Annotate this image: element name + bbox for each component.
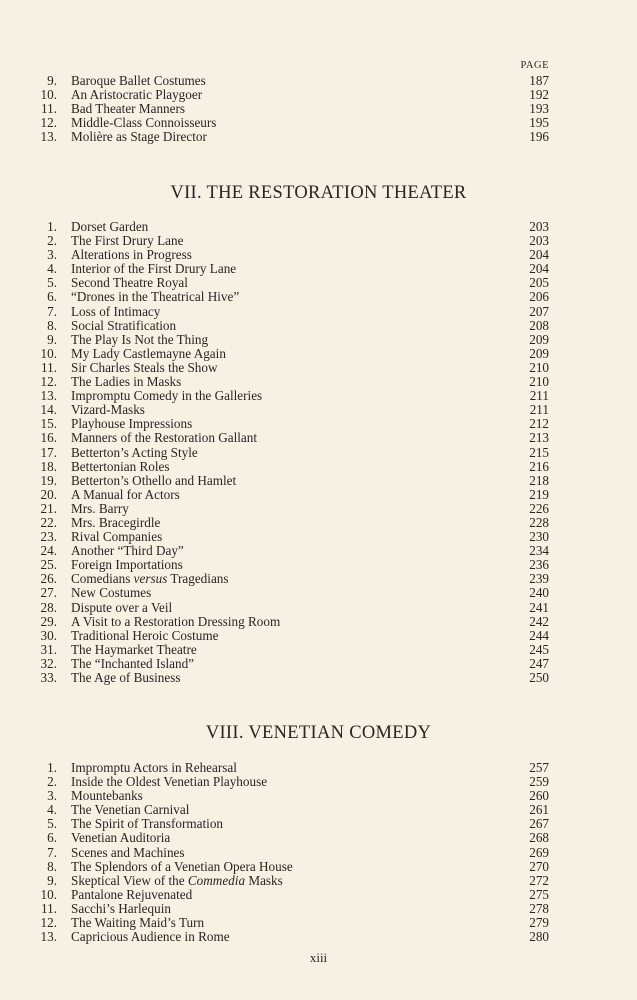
- entry-title: The Splendors of a Venetian Opera House: [71, 858, 293, 874]
- toc-entry: [0, 860, 637, 874]
- toc-entry: [0, 403, 637, 417]
- toc-entry: [0, 74, 637, 88]
- entry-number: 16.: [40, 430, 57, 446]
- entry-number: 4.: [47, 802, 57, 818]
- entry-number: 32.: [40, 655, 57, 671]
- entry-number: 10.: [40, 345, 57, 361]
- entry-number: 9.: [47, 73, 57, 88]
- entry-number: 8.: [47, 858, 57, 874]
- toc-entry: [0, 902, 637, 916]
- entry-number: 5.: [47, 816, 57, 832]
- entry-number: 23.: [40, 529, 57, 545]
- entry-number: 15.: [40, 416, 57, 432]
- toc-entry: [0, 116, 637, 130]
- entry-page-number: 247: [529, 655, 549, 671]
- entry-page-number: 275: [529, 886, 549, 902]
- entry-number: 25.: [40, 557, 57, 573]
- toc-entry: [0, 276, 637, 290]
- entry-number: 27.: [40, 585, 57, 601]
- entry-title: Social Stratification: [71, 317, 177, 333]
- entry-page-number: 210: [529, 359, 549, 375]
- toc-entry: [0, 874, 637, 888]
- toc-entry: [0, 789, 637, 803]
- entry-number: 9.: [47, 872, 57, 888]
- entry-page-number: 215: [529, 444, 549, 460]
- entry-page-number: 192: [529, 87, 549, 103]
- entry-title: Pantalone Rejuvenated: [71, 886, 193, 902]
- toc-entry: [0, 629, 637, 643]
- chapter-viii-entries-list: [0, 761, 637, 944]
- entry-title: A Visit to a Restoration Dressing Room: [71, 613, 281, 629]
- toc-entry: [0, 375, 637, 389]
- entry-title: The Haymarket Theatre: [71, 641, 197, 657]
- toc-entry: [0, 234, 637, 248]
- toc-entry: [0, 601, 637, 615]
- toc-entry: [0, 474, 637, 488]
- entry-number: 3.: [47, 788, 57, 804]
- page-folio: xiii: [309, 950, 328, 965]
- toc-entry: [0, 516, 637, 530]
- entry-number: 13.: [40, 388, 57, 404]
- entry-page-number: 209: [529, 345, 549, 361]
- toc-entry: [0, 530, 637, 544]
- toc-entry: [0, 586, 637, 600]
- entry-page-number: 212: [529, 416, 549, 432]
- entry-number: 33.: [40, 670, 57, 685]
- entry-title: Mrs. Bracegirdle: [71, 514, 161, 530]
- entry-page-number: 236: [529, 557, 549, 573]
- entry-page-number: 211: [529, 402, 549, 418]
- toc-entry: [0, 817, 637, 831]
- entry-title: A Manual for Actors: [71, 486, 180, 502]
- toc-entry: [0, 305, 637, 319]
- entry-page-number: 226: [529, 500, 549, 516]
- entry-number: 11.: [41, 359, 57, 375]
- entry-number: 13.: [40, 929, 57, 945]
- entry-page-number: 195: [529, 115, 549, 131]
- entry-number: 18.: [40, 458, 57, 474]
- entry-page-number: 203: [529, 233, 549, 249]
- entry-title: Second Theatre Royal: [71, 275, 188, 291]
- entry-number: 26.: [40, 571, 57, 587]
- entry-page-number: 250: [529, 670, 549, 685]
- entry-number: 2.: [47, 774, 57, 790]
- entry-title: Dorset Garden: [71, 219, 149, 234]
- entry-page-number: 193: [529, 101, 549, 117]
- entry-page-number: 209: [529, 331, 549, 347]
- entry-title: Vizard-Masks: [71, 402, 145, 418]
- toc-entry: [0, 643, 637, 657]
- toc-entry: [0, 803, 637, 817]
- toc-entry: [0, 220, 637, 234]
- toc-entry: [0, 488, 637, 502]
- toc-entry: [0, 657, 637, 671]
- entry-title: The Play Is Not the Thing: [71, 331, 209, 347]
- entry-page-number: 228: [529, 514, 549, 530]
- toc-entry: [0, 361, 637, 375]
- entry-page-number: 219: [529, 486, 549, 502]
- entry-title: Impromptu Comedy in the Galleries: [71, 388, 263, 404]
- entry-title: New Costumes: [71, 585, 152, 601]
- entry-number: 8.: [47, 317, 57, 333]
- entry-title: The Age of Business: [71, 670, 181, 685]
- entry-page-number: 268: [529, 830, 549, 846]
- entry-title: Rival Companies: [71, 529, 163, 545]
- entry-title: Bettertonian Roles: [71, 458, 170, 474]
- entry-number: 1.: [47, 219, 57, 234]
- toc-entry: [0, 417, 637, 431]
- toc-entry: [0, 446, 637, 460]
- entry-page-number: 259: [529, 774, 549, 790]
- entry-page-number: 213: [529, 430, 549, 446]
- entry-number: 3.: [47, 247, 57, 263]
- entry-number: 6.: [47, 830, 57, 846]
- entry-page-number: 210: [529, 374, 549, 390]
- entry-page-number: 205: [529, 275, 549, 291]
- entry-page-number: 245: [529, 641, 549, 657]
- toc-entry: [0, 930, 637, 944]
- entry-number: 10.: [40, 87, 57, 103]
- entry-title: The Spirit of Transformation: [71, 816, 224, 832]
- toc-entry: [0, 262, 637, 276]
- entry-title: Another “Third Day”: [71, 543, 184, 559]
- entry-title: The Waiting Maid’s Turn: [71, 915, 205, 931]
- entry-page-number: 239: [529, 571, 549, 587]
- entry-title: Molière as Stage Director: [71, 129, 207, 145]
- toc-entry: [0, 460, 637, 474]
- toc-entry: [0, 761, 637, 775]
- toc-entry: [0, 831, 637, 845]
- entry-number: 5.: [47, 275, 57, 291]
- toc-entry: [0, 775, 637, 789]
- entry-number: 29.: [40, 613, 57, 629]
- entry-title: Manners of the Restoration Gallant: [71, 430, 258, 446]
- entry-title: Loss of Intimacy: [71, 303, 161, 319]
- toc-entry: [0, 130, 637, 144]
- entry-number: 28.: [40, 599, 57, 615]
- continued-entries-list: [0, 74, 637, 144]
- entry-title: Mrs. Barry: [71, 500, 129, 516]
- entry-title: Comedians versus Tragedians: [71, 571, 229, 587]
- toc-entry: [0, 572, 637, 586]
- entry-title: Playhouse Impressions: [71, 416, 193, 432]
- entry-page-number: 230: [529, 529, 549, 545]
- toc-entry: [0, 558, 637, 572]
- entry-page-number: 242: [529, 613, 549, 629]
- entry-page-number: 241: [529, 599, 549, 615]
- toc-entry: [0, 431, 637, 445]
- entry-page-number: 261: [529, 802, 549, 818]
- entry-number: 10.: [40, 886, 57, 902]
- entry-page-number: 216: [529, 458, 549, 474]
- entry-page-number: 206: [529, 289, 549, 305]
- entry-number: 7.: [47, 303, 57, 319]
- toc-entry: [0, 846, 637, 860]
- entry-number: 22.: [40, 514, 57, 530]
- entry-page-number: 279: [529, 915, 549, 931]
- chapter-heading-viii: VIII. VENETIAN COMEDY: [205, 723, 432, 743]
- entry-number: 19.: [40, 472, 57, 488]
- entry-page-number: 203: [529, 219, 549, 234]
- entry-title: Sacchi’s Harlequin: [71, 900, 171, 916]
- entry-title: Betterton’s Othello and Hamlet: [71, 472, 237, 488]
- entry-title: Dispute over a Veil: [71, 599, 173, 615]
- entry-page-number: 204: [529, 261, 549, 277]
- entry-title: Betterton’s Acting Style: [71, 444, 198, 460]
- toc-entry: [0, 333, 637, 347]
- entry-page-number: 234: [529, 543, 549, 559]
- toc-entry: [0, 671, 637, 685]
- entry-page-number: 270: [529, 858, 549, 874]
- entry-title: Baroque Ballet Costumes: [71, 73, 206, 88]
- entry-title: Venetian Auditoria: [71, 830, 171, 846]
- entry-page-number: 187: [529, 73, 549, 88]
- entry-page-number: 218: [529, 472, 549, 488]
- entry-title: Bad Theater Manners: [71, 101, 186, 117]
- entry-title: Inside the Oldest Venetian Playhouse: [71, 774, 268, 790]
- entry-title: Impromptu Actors in Rehearsal: [71, 760, 237, 775]
- toc-entry: [0, 615, 637, 629]
- entry-number: 13.: [40, 129, 57, 145]
- entry-page-number: 272: [529, 872, 549, 888]
- entry-title: Capricious Audience in Rome: [71, 929, 230, 945]
- entry-title: My Lady Castlemayne Again: [71, 345, 226, 361]
- entry-title: Alterations in Progress: [71, 247, 192, 263]
- toc-entry: [0, 389, 637, 403]
- toc-entry: [0, 88, 637, 102]
- entry-page-number: 208: [529, 317, 549, 333]
- entry-title: Sir Charles Steals the Show: [71, 359, 218, 375]
- entry-title: Scenes and Machines: [71, 844, 185, 860]
- entry-number: 4.: [47, 261, 57, 277]
- entry-page-number: 278: [529, 900, 549, 916]
- entry-page-number: 204: [529, 247, 549, 263]
- entry-page-number: 240: [529, 585, 549, 601]
- entry-title: Skeptical View of the Commedia Masks: [71, 872, 283, 888]
- entry-page-number: 269: [529, 844, 549, 860]
- toc-entry: [0, 290, 637, 304]
- entry-title: Interior of the First Drury Lane: [71, 261, 237, 277]
- entry-number: 30.: [40, 627, 57, 643]
- toc-entry: [0, 502, 637, 516]
- entry-number: 12.: [40, 115, 57, 131]
- page-column-header: PAGE: [520, 60, 549, 71]
- entry-number: 21.: [40, 500, 57, 516]
- entry-number: 11.: [41, 900, 57, 916]
- entry-number: 6.: [47, 289, 57, 305]
- chapter-vii-entries-list: [0, 220, 637, 685]
- entry-number: 24.: [40, 543, 57, 559]
- entry-page-number: 257: [529, 760, 549, 775]
- entry-page-number: 267: [529, 816, 549, 832]
- toc-entry: [0, 347, 637, 361]
- entry-number: 17.: [40, 444, 57, 460]
- chapter-heading-vii: VII. THE RESTORATION THEATER: [170, 183, 467, 203]
- entry-page-number: 211: [529, 388, 549, 404]
- entry-number: 9.: [47, 331, 57, 347]
- entry-title: Traditional Heroic Costume: [71, 627, 219, 643]
- entry-title: The First Drury Lane: [71, 233, 184, 249]
- entry-number: 12.: [40, 374, 57, 390]
- entry-number: 14.: [40, 402, 57, 418]
- toc-entry: [0, 102, 637, 116]
- entry-number: 2.: [47, 233, 57, 249]
- toc-entry: [0, 248, 637, 262]
- entry-page-number: 196: [529, 129, 549, 145]
- entry-number: 11.: [41, 101, 57, 117]
- entry-number: 12.: [40, 915, 57, 931]
- entry-title: Foreign Importations: [71, 557, 183, 573]
- entry-number: 7.: [47, 844, 57, 860]
- entry-number: 31.: [40, 641, 57, 657]
- toc-entry: [0, 544, 637, 558]
- entry-title: “Drones in the Theatrical Hive”: [71, 289, 240, 305]
- entry-title: The Ladies in Masks: [71, 374, 182, 390]
- entry-number: 1.: [47, 760, 57, 775]
- entry-title: An Aristocratic Playgoer: [71, 87, 203, 103]
- toc-entry: [0, 319, 637, 333]
- entry-page-number: 244: [529, 627, 549, 643]
- entry-page-number: 280: [529, 929, 549, 945]
- toc-entry: [0, 916, 637, 930]
- entry-title: The “Inchanted Island”: [71, 655, 195, 671]
- entry-title: The Venetian Carnival: [71, 802, 190, 818]
- toc-entry: [0, 888, 637, 902]
- entry-page-number: 260: [529, 788, 549, 804]
- entry-page-number: 207: [529, 303, 549, 319]
- entry-title: Middle-Class Connoisseurs: [71, 115, 217, 131]
- entry-title: Mountebanks: [71, 788, 143, 804]
- entry-number: 20.: [40, 486, 57, 502]
